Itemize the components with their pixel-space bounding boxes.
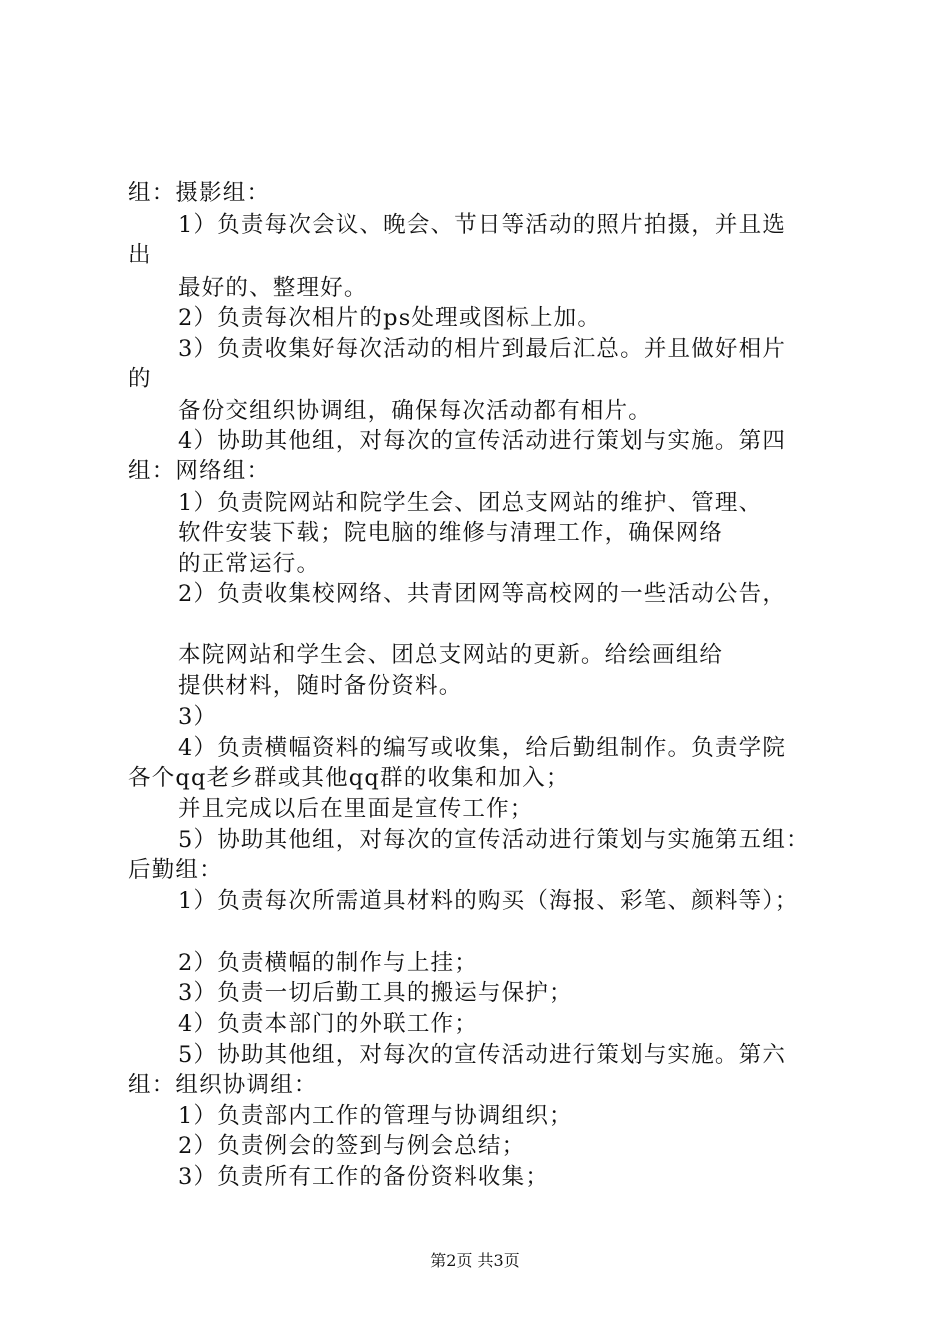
text-line: 组：组织协调组： bbox=[128, 1072, 318, 1098]
text-line: 并且完成以后在里面是宣传工作； bbox=[178, 796, 534, 822]
text-line: 5）协助其他组，对每次的宣传活动进行策划与实施第五组： bbox=[178, 827, 810, 853]
text-line: 本院网站和学生会、团总支网站的更新。给绘画组给 bbox=[178, 642, 724, 668]
text-line: 3） bbox=[178, 704, 218, 730]
text-line: 3）负责一切后勤工具的搬运与保护； bbox=[178, 980, 573, 1006]
text-line: 2）负责每次相片的ps处理或图标上加。 bbox=[178, 305, 602, 331]
text-line: 2）负责横幅的制作与上挂； bbox=[178, 950, 478, 976]
text-line: 的正常运行。 bbox=[178, 551, 321, 577]
text-line: 软件安装下载；院电脑的维修与清理工作，确保网络 bbox=[178, 520, 724, 546]
text-line: 各个qq老乡群或其他qq群的收集和加入； bbox=[128, 765, 570, 791]
text-line: 5）协助其他组，对每次的宣传活动进行策划与实施。第六 bbox=[178, 1042, 787, 1068]
text-line: 4）负责横幅资料的编写或收集，给后勤组制作。负责学院 bbox=[178, 735, 787, 761]
text-line: 3）负责收集好每次活动的相片到最后汇总。并且做好相片 bbox=[178, 336, 787, 362]
text-line: 1）负责院网站和院学生会、团总支网站的维护、管理、 bbox=[178, 490, 763, 516]
text-line: 最好的、整理好。 bbox=[178, 275, 368, 301]
page-footer: 第2页 共3页 bbox=[430, 1251, 520, 1270]
text-line: 组：网络组： bbox=[128, 458, 271, 484]
text-line: 2）负责收集校网络、共青团网等高校网的一些活动公告， bbox=[178, 581, 787, 607]
text-line: 组：摄影组： bbox=[128, 180, 271, 206]
text-line: 2）负责例会的签到与例会总结； bbox=[178, 1133, 526, 1159]
text-line: 备份交组织协调组，确保每次活动都有相片。 bbox=[178, 398, 653, 424]
text-line: 1）负责部内工作的管理与协调组织； bbox=[178, 1103, 573, 1129]
text-line: 3）负责所有工作的备份资料收集； bbox=[178, 1164, 550, 1190]
text-line: 后勤组： bbox=[128, 857, 223, 883]
text-line: 4）协助其他组，对每次的宣传活动进行策划与实施。第四 bbox=[178, 428, 787, 454]
text-line: 的 bbox=[128, 366, 152, 392]
text-line: 1）负责每次会议、晚会、节日等活动的照片拍摄，并且选 bbox=[178, 212, 787, 238]
text-line: 4）负责本部门的外联工作； bbox=[178, 1011, 478, 1037]
text-line: 1）负责每次所需道具材料的购买（海报、彩笔、颜料等）； bbox=[178, 888, 799, 914]
text-line: 提供材料，随时备份资料。 bbox=[178, 673, 463, 699]
text-line: 出 bbox=[128, 242, 152, 268]
